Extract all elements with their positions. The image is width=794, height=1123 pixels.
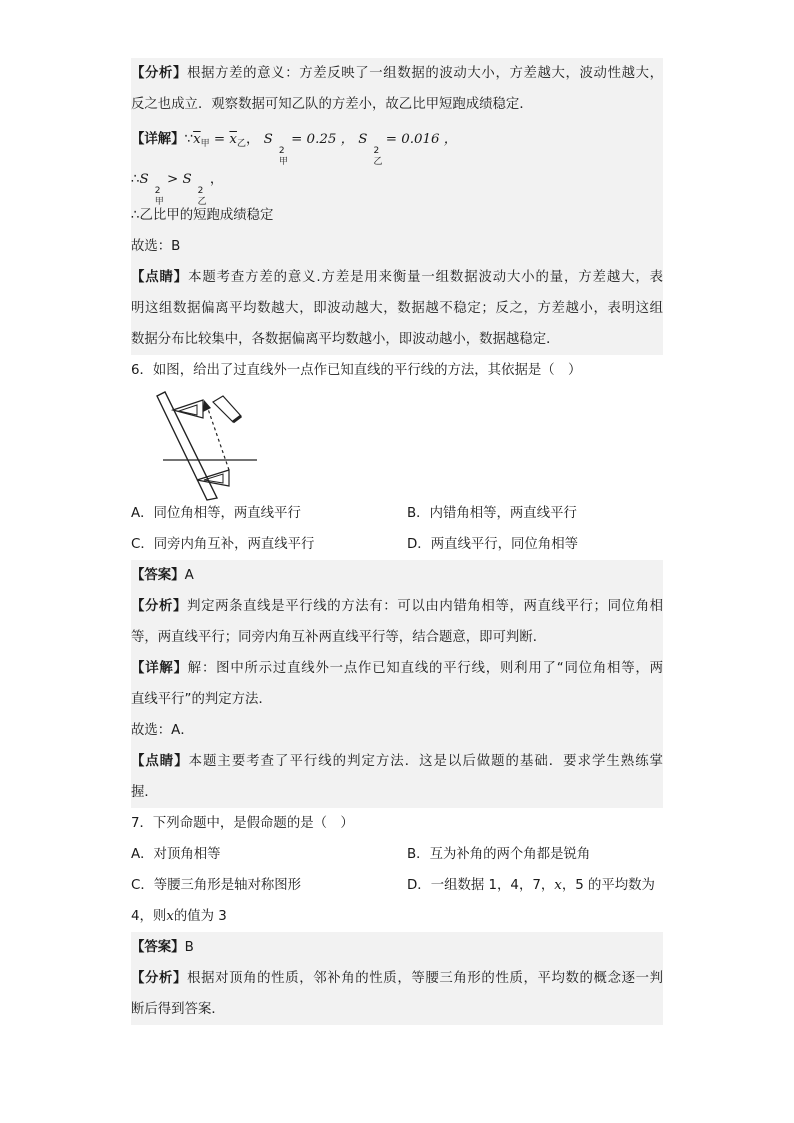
- detail-line: 【详解】$\because\overline{x}_甲 = \overline{x}_乙$， S 2 甲 = 0.25 ， S 2 乙 = 0.016 ，: [131, 132, 458, 167]
- set-square-top: [173, 400, 203, 418]
- triangle-ruler-diagram: [157, 390, 267, 500]
- choose-line: 故选：A．: [131, 723, 194, 738]
- answer-line: 【答案】A: [131, 568, 194, 583]
- detail-label: 【详解】: [131, 132, 185, 147]
- q7-option-d: D．一组数据 1，4，7，x，5 的平均数为: [407, 878, 655, 893]
- q6-options-row-1: [131, 498, 663, 529]
- question-7-stem: 7．下列命题中，是假命题的是（ ）: [131, 816, 354, 831]
- comment-line: 【点睛】本题主要考查了平行线的判定方法．这是以后做题的基础．要求学生熟练掌: [131, 754, 663, 769]
- analysis-line: [131, 89, 663, 120]
- analysis-line: [131, 58, 663, 89]
- because-symbol: ∵: [184, 132, 194, 147]
- analysis-text: 根据方差的意义：方差反映了一组数据的波动大小，方差越大，波动性越大，: [187, 66, 664, 81]
- analysis-label: 【分析】: [131, 66, 188, 81]
- analysis-line: 【分析】判定两条直线是平行线的方法有：可以由内错角相等，两直线平行；同位角相: [131, 599, 664, 614]
- therefore-line: ∴S 2 甲 > S 2 乙 ，: [131, 172, 224, 207]
- q7-options-row-1: [131, 839, 663, 870]
- analysis-text: 反之也成立．观察数据可知乙队的方差小，故乙比甲短跑成绩稳定．: [131, 97, 533, 112]
- analysis-line: 【分析】根据对顶角的性质，邻补角的性质，等腰三角形的性质，平均数的概念逐一判: [131, 971, 664, 986]
- comment-label: 【点睛】: [131, 270, 189, 285]
- q6-figure: [131, 386, 663, 498]
- q6-option-a: A．同位角相等，两直线平行: [131, 506, 301, 521]
- q6-option-b: B．内错角相等，两直线平行: [407, 506, 577, 521]
- arrow-head-icon: [203, 400, 211, 412]
- q6-option-c: C．同旁内角互补，两直线平行: [131, 537, 315, 552]
- q5-solution-block: [131, 58, 663, 355]
- q7-solution-block: [131, 932, 663, 1025]
- q7-option-b: B．互为补角的两个角都是锐角: [407, 847, 591, 862]
- q6-solution-block: [131, 560, 663, 808]
- comment-line: 数据分布比较集中，各数据偏离平均数越小，即波动越小，数据越稳定．: [131, 332, 560, 347]
- q6-option-d: D．两直线平行，同位角相等: [407, 537, 578, 552]
- variance-symbol: S: [263, 132, 273, 147]
- q7-option-d-continued: 4，则x的值为 3: [131, 909, 227, 924]
- analysis-line: 等，两直线平行；同旁内角互补两直线平行等，结合题意，即可判断．: [131, 630, 547, 645]
- q6-options-row-2: [131, 529, 663, 560]
- detail-line: 【详解】解：图中所示过直线外一点作已知直线的平行线，则利用了“同位角相等，两: [131, 661, 663, 676]
- answer-line: 故选：B: [131, 239, 181, 254]
- question-6-stem: 6．如图，给出了过直线外一点作已知直线的平行线的方法，其依据是（ ）: [131, 363, 582, 378]
- detail-line: 直线平行”的判定方法．: [131, 692, 272, 707]
- therefore-line: ∴乙比甲的短跑成绩稳定: [131, 208, 274, 223]
- comment-line: 握．: [131, 785, 158, 800]
- q7-option-a: A．对顶角相等: [131, 847, 221, 862]
- q7-option-c: C．等腰三角形是轴对称图形: [131, 878, 302, 893]
- comment-line: 明这组数据偏离平均数越大，即波动越大，数据越不稳定；反之，方差越小，表明这组: [131, 301, 663, 316]
- analysis-line: 断后得到答案．: [131, 1002, 225, 1017]
- comment-line: 【点睛】本题考查方差的意义.方差是用来衡量一组数据波动大小的量，方差越大，表: [131, 270, 663, 285]
- document-page: [131, 58, 663, 1025]
- answer-line: 【答案】B: [131, 940, 194, 955]
- mean-symbol: $\overline{x}$: [193, 132, 201, 147]
- q7-options-row-2: [131, 870, 663, 901]
